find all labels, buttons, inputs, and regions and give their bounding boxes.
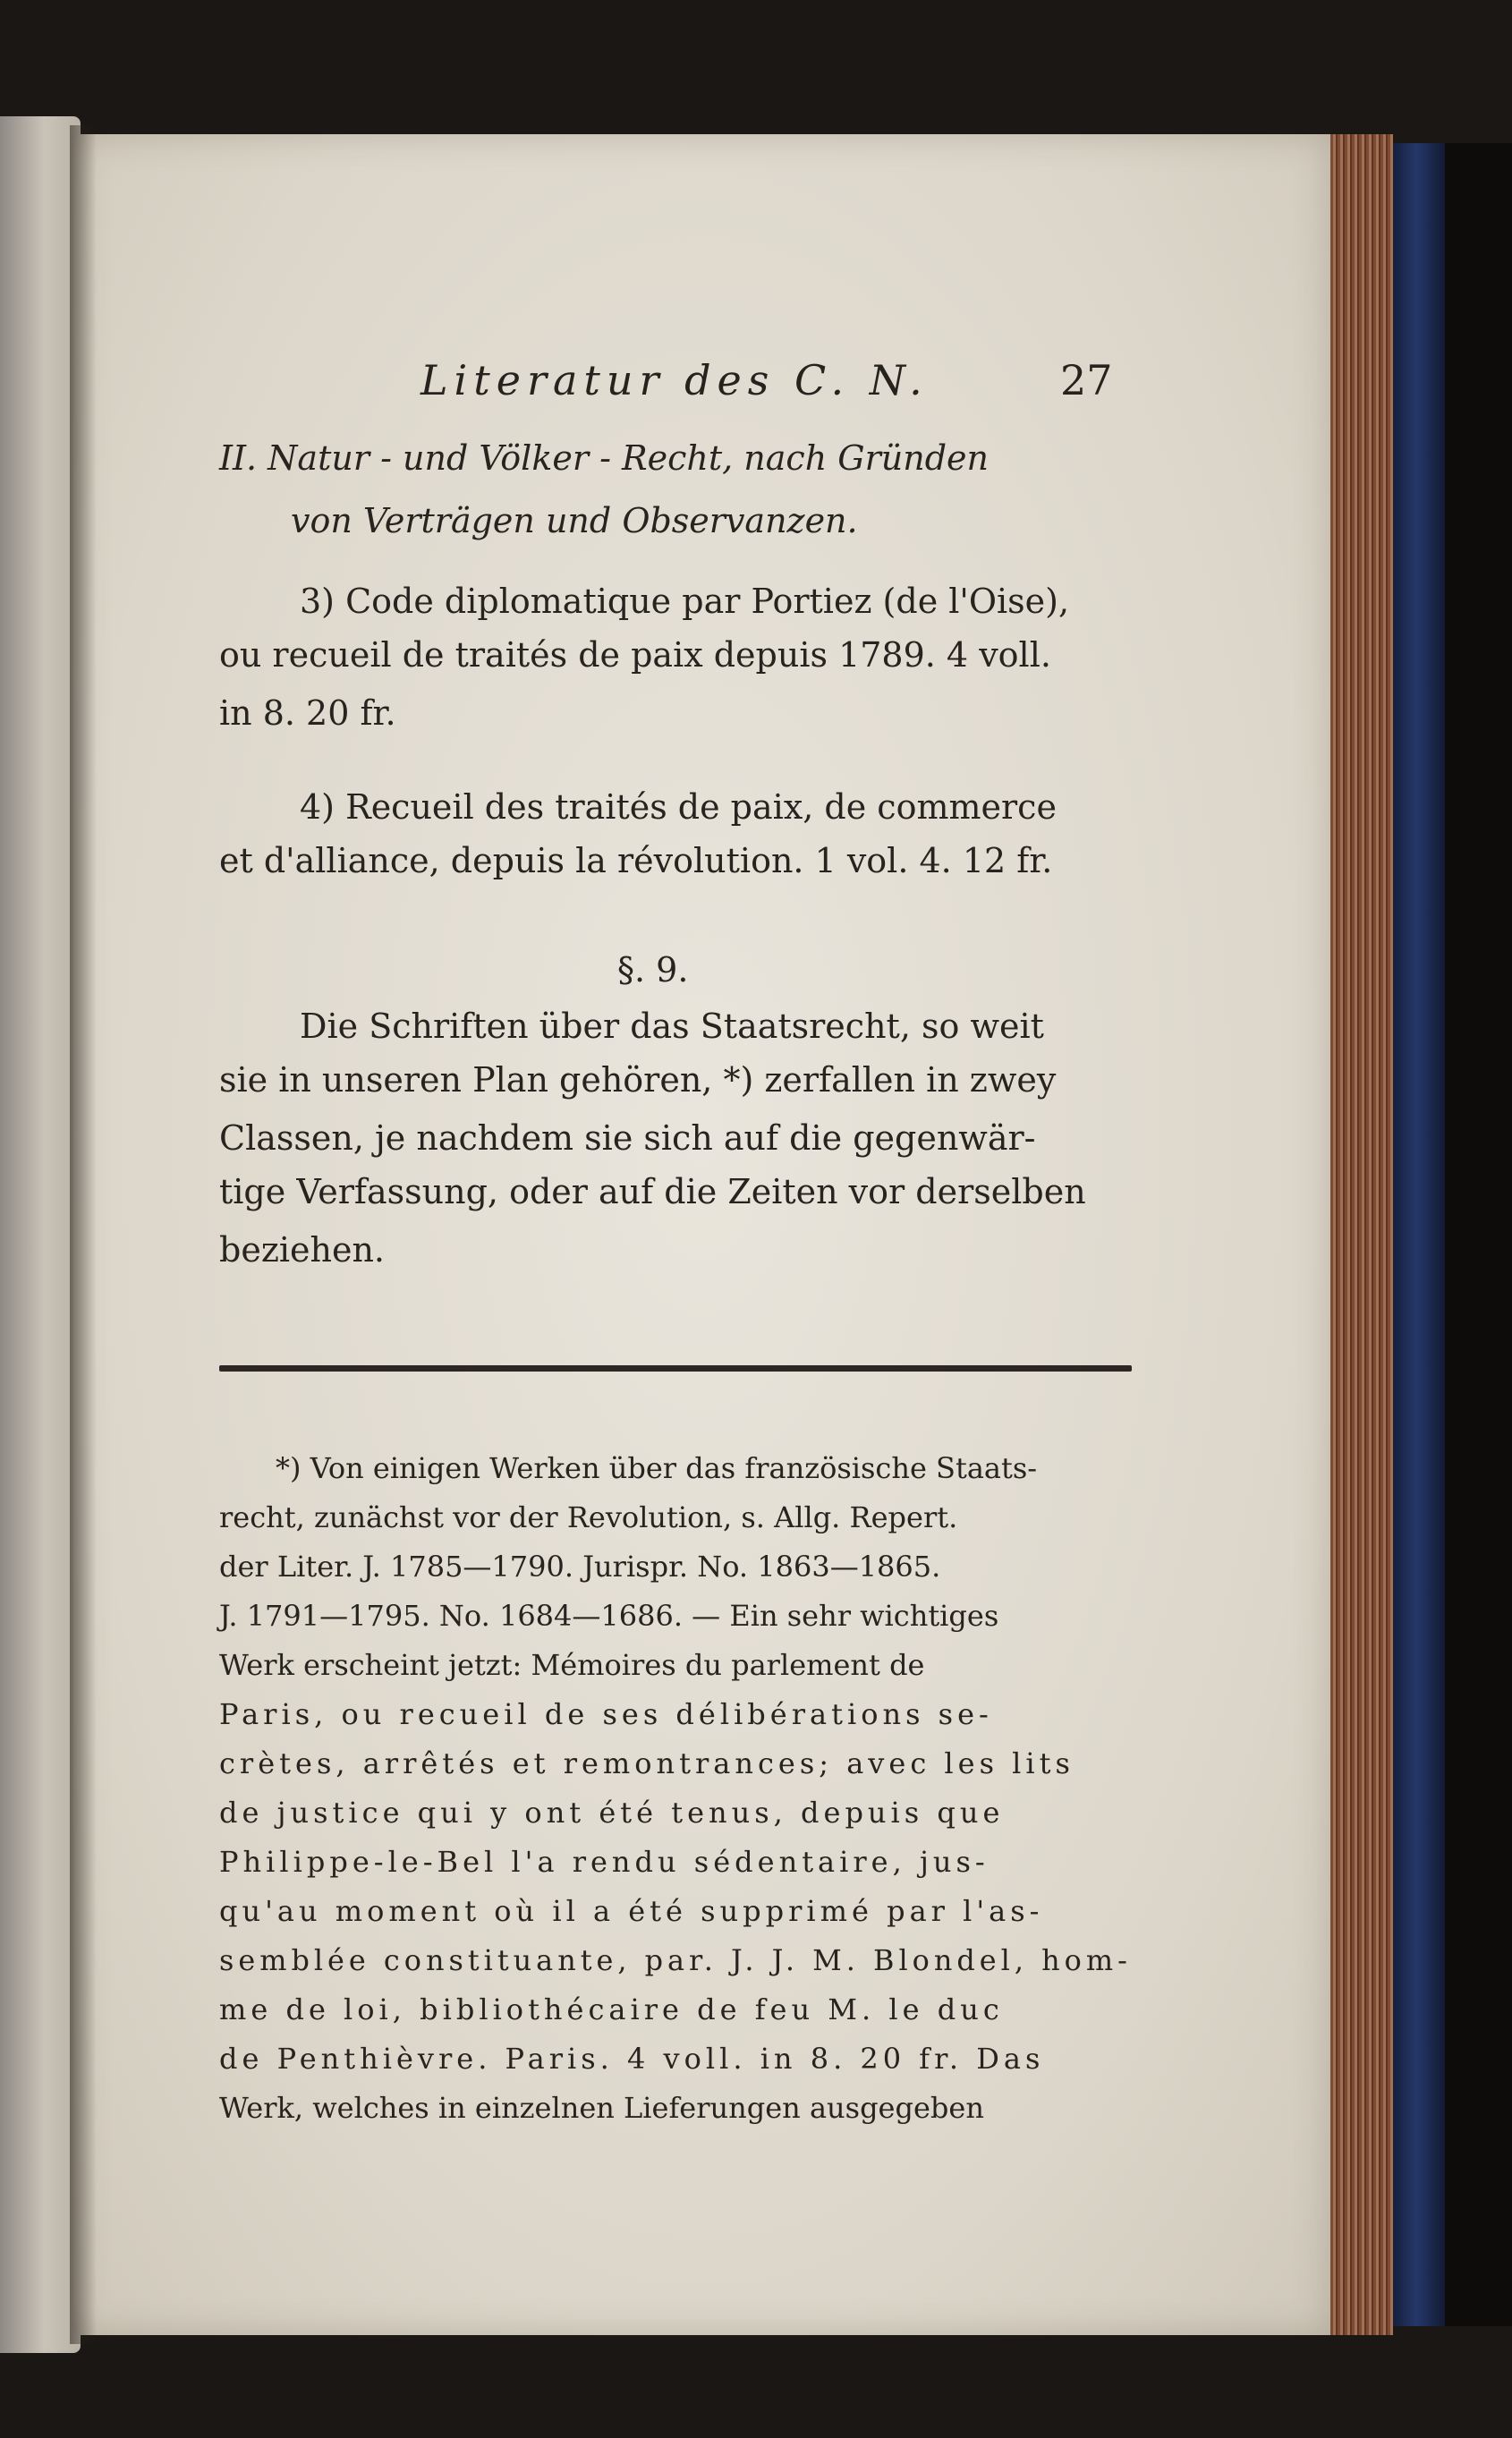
gutter-shadow (70, 125, 97, 2344)
body-text-line: von Verträgen und Observanzen. (291, 501, 858, 540)
body-text-line: ou recueil de traités de paix depuis 1789. 4 voll. (219, 635, 1051, 675)
footnote-line: Werk erscheint jetzt: Mémoires du parlement de (219, 1648, 925, 1682)
running-header: Literatur des C. N. (420, 356, 929, 404)
footnote-line: Paris, ou recueil de ses délibérations se- (219, 1697, 993, 1731)
footnote-rule (219, 1365, 1132, 1372)
footnote-line: recht, zunächst vor der Revolution, s. Allg. Repert. (219, 1500, 958, 1534)
footnote-line: der Liter. J. 1785—1790. Jurispr. No. 1863—1865. (219, 1550, 941, 1584)
footnote-line: de justice qui y ont été tenus, depuis que (219, 1796, 1005, 1830)
left-page-edge (0, 116, 81, 2353)
body-text-line: Classen, je nachdem sie sich auf die gegenwär- (219, 1118, 1036, 1158)
section-heading: §. 9. (617, 950, 689, 990)
body-text-line: 4) Recueil des traités de paix, de commerce (300, 787, 1057, 827)
body-text-line: Die Schriften über das Staatsrecht, so weit (300, 1007, 1044, 1046)
footnote-line: Philippe-le-Bel l'a rendu sédentaire, jus- (219, 1845, 990, 1879)
dark-background (1445, 143, 1512, 2326)
footnote-line: J. 1791—1795. No. 1684—1686. — Ein sehr wichtiges (219, 1599, 999, 1633)
footnote-line: *) Von einigen Werken über das französische Staats- (276, 1451, 1038, 1485)
book-cover-edge (1393, 143, 1445, 2326)
body-text-line: II. Natur - und Völker - Recht, nach Gründen (219, 438, 990, 478)
footnote-line: qu'au moment où il a été supprimé par l'as- (219, 1894, 1044, 1928)
body-text-line: tige Verfassung, oder auf die Zeiten vor derselben (219, 1172, 1086, 1211)
footnote-line: de Penthièvre. Paris. 4 voll. in 8. 20 fr. Das (219, 2042, 1045, 2076)
body-text-line: 3) Code diplomatique par Portiez (de l'Oise), (300, 582, 1070, 621)
page-number: 27 (1060, 356, 1113, 404)
body-text-line: beziehen. (219, 1230, 385, 1270)
body-text-line: in 8. 20 fr. (219, 693, 396, 733)
footnote-line: crètes, arrêtés et remontrances; avec les lits (219, 1746, 1075, 1780)
body-text-line: sie in unseren Plan gehören, *) zerfallen in zwey (219, 1060, 1057, 1100)
footnote-line: semblée constituante, par. J. J. M. Blondel, hom- (219, 1943, 1132, 1977)
body-text-line: et d'alliance, depuis la révolution. 1 vol. 4. 12 fr. (219, 841, 1053, 880)
page-block-edge (1330, 134, 1393, 2335)
footnote-line: Werk, welches in einzelnen Lieferungen ausgegeben (219, 2091, 984, 2125)
footnote-line: me de loi, bibliothécaire de feu M. le duc (219, 1992, 1004, 2026)
